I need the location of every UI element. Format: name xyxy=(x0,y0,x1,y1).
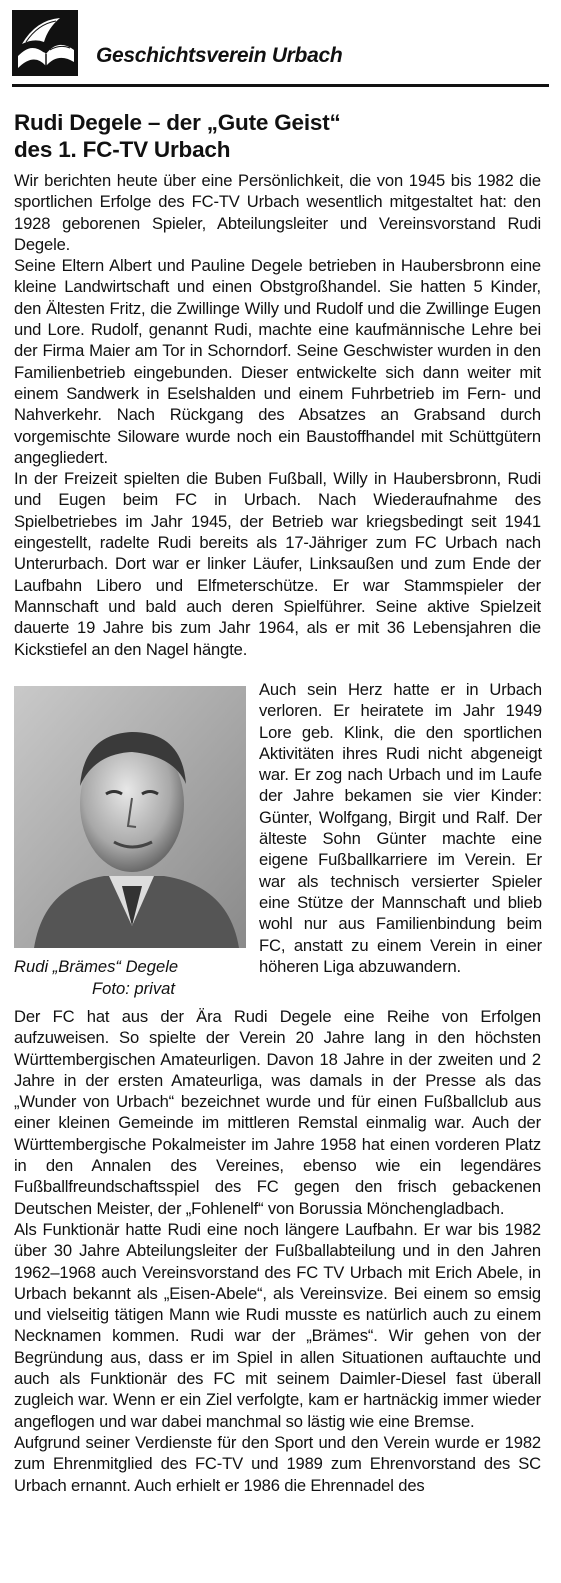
photo-caption: Rudi „Brämes“ Degele xyxy=(14,957,179,976)
organization-name: Geschichtsverein Urbach xyxy=(96,44,343,67)
article-body-top xyxy=(14,170,541,660)
paragraph-1: Wir berichten heute über eine Persönlichkeit, die von 1945 bis 1982 die sportlichen Erfolge des FC-TV Urbach wesentlich mitgestaltet hat: den 1928 geborenen Spieler, Abteilungsleiter und Vereinsvorstand Rudi Degele. xyxy=(14,171,541,254)
paragraph-4: Auch sein Herz hatte er in Urbach verloren. Er heiratete im Jahr 1949 Lore geb. Klink, die den sportlichen Aktivitäten ihres Rudi nicht abgeneigt war. Er zog nach Urbach und im Laufe der Jahre bekamen sie vier Kinder: Günter, Wolfgang, Birgit und Ralf. Der älteste Sohn Günter machte eine eigene Fußballkarriere im Verein. Er war als technisch versierter Spieler eine Stütze der Mannschaft und blieb wohl nur aus Familienbindung beim FC, anstatt zu einem Verein in einer höheren Liga abzuwandern. xyxy=(259,680,542,976)
masthead xyxy=(12,10,549,76)
photo-credit: Foto: privat xyxy=(92,979,176,998)
paragraph-7: Aufgrund seiner Verdienste für den Sport und den Verein wurde er 1982 zum Ehrenmitglied des FC-TV und 1989 zum Ehrenvorstand des SC Urbach ernannt. Auch erhielt er 1986 die Ehrennadel des xyxy=(14,1432,541,1495)
paragraph-6: Als Funktionär hatte Rudi eine noch längere Laufbahn. Er war bis 1982 über 30 Jahre Abteilungsleiter der Fußballabteilung und in den Jahren 1962–1968 auch Vereinsvorstand des FC TV Urbach mit Erich Abele, in Urbach bekannt als „Eisen-Abele“, als Vereinsvize. Bei einem so emsig und vielseitig tätigen Mann wie Rudi musste es natürlich auch zu einem Necknamen kommen. Rudi war der „Brämes“. Wir gehen von der Begründung aus, dass er im Spiel in allen Situationen auftauchte und auch als Funktionär des FC mit seinem Daimler-Diesel fast überall zugleich war. Wenn er ein Ziel verfolgte, kam er hartnäckig immer wieder angeflogen und war dabei manchmal so lästig wie eine Bremse. xyxy=(14,1219,541,1431)
book-logo-icon xyxy=(12,10,78,76)
portrait-photo xyxy=(14,686,246,948)
paragraph-2: Seine Eltern Albert und Pauline Degele betrieben in Haubersbronn eine kleine Landwirtschaft und einen Obstgroßhandel. Sie hatten 5 Kinder, den Ältesten Fritz, die Zwillinge Willy und Rudolf und die Zwillinge Eugen und Lore. Rudolf, genannt Rudi, machte eine kaufmännische Lehre bei der Firma Maier am Tor in Schorndorf. Seine Geschwister wurden in den Familienbetrieb eingebunden. Dieser entwickelte sich dann weiter mit einem Sandwerk in Eselshalden und einem Fuhrbetrieb im Fern- und Nahverkehr. Nach Rückgang des Absatzes an Grabsand durch vorgemischte Siloware wurde noch ein Baustoffhandel mit Schüttgütern angegliedert. xyxy=(14,256,541,467)
title-line-1: Rudi Degele – der „Gute Geist“ xyxy=(14,110,341,135)
title-line-2: des 1. FC-TV Urbach xyxy=(14,137,231,162)
header-divider xyxy=(12,84,549,87)
article-body-beside-photo xyxy=(259,679,542,977)
article-title xyxy=(14,109,549,163)
paragraph-3: In der Freizeit spielten die Buben Fußball, Willy in Haubersbronn, Rudi und Eugen beim FC in Urbach. Nach Wiederaufnahme des Spielbetriebes im Jahr 1945, der Betrieb war kriegsbedingt seit 1941 eingestellt, radelte Rudi bereits als 17-Jähriger zum FC Urbach nach Unterurbach. Dort war er linker Läufer, Linksaußen und zum Ende der Laufbahn Libero und Elfmeterschütze. Er war Stammspieler der Mannschaft und bald auch deren Spielführer. Seine aktive Spielzeit dauerte 19 Jahre bis zum Jahr 1964, als er mit 36 Lebensjahren die Kickstiefel an den Nagel hängte. xyxy=(14,469,541,659)
article-body-bottom xyxy=(14,1006,541,1496)
paragraph-5: Der FC hat aus der Ära Rudi Degele eine Reihe von Erfolgen aufzuweisen. So spielte der Verein 20 Jahre lang in den höchsten Württembergischen Amateurligen. Davon 18 Jahre in der zweiten und 2 Jahre in der ersten Amateurliga, was damals in der Presse als das „Wunder von Urbach“ bezeichnet wurde und für einen Fußballclub aus einer kleinen Gemeinde im mittleren Remstal einmalig war. Auch der Württembergische Pokalmeister im Jahre 1958 hat einen vorderen Platz in den Annalen des Vereines, ebenso wie ein legendäres Fußballfreundschaftsspiel des FC gegen den frisch gebackenen Deutschen Meister, der „Fohlenelf“ von Borussia Mönchengladbach. xyxy=(14,1007,541,1218)
